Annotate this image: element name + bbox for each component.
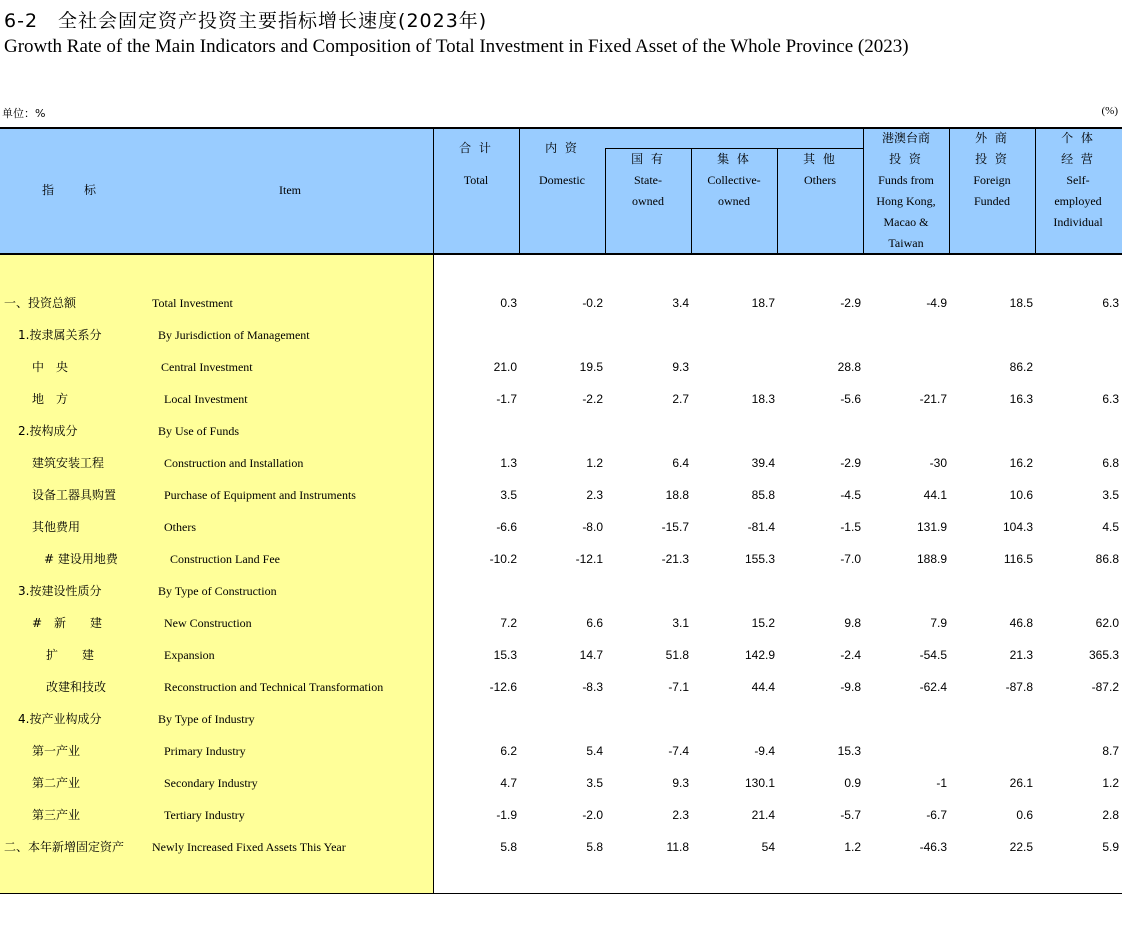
header-state-en-1: State-	[634, 173, 662, 187]
value-cell: 9.3	[672, 776, 689, 790]
value-cell: 2.7	[672, 392, 689, 406]
row-label-en: By Use of Funds	[158, 424, 240, 438]
value-cell: 15.3	[837, 744, 861, 758]
value-cell: 6.3	[1102, 296, 1119, 310]
table-row	[0, 551, 1122, 583]
row-label-en: Construction Land Fee	[170, 552, 280, 566]
value-cell: 3.5	[586, 776, 603, 790]
header-foreign-cn-1: 外 商	[975, 131, 1009, 145]
value-cell: 1.2	[844, 840, 861, 854]
header-state-cn: 国 有	[631, 152, 665, 166]
page-title-en: Growth Rate of the Main Indicators and Composition of Total Investment in Fixed Asset of the Whole Province (2023)	[4, 36, 909, 57]
value-cell: 21.0	[493, 360, 517, 374]
header-bottom-rule	[0, 253, 1122, 255]
row-label-cn: 地 方	[32, 392, 69, 406]
row-label-cn: 4.按产业构成分	[18, 712, 102, 726]
value-cell: 8.7	[1102, 744, 1119, 758]
row-label-en: Primary Industry	[164, 744, 246, 758]
value-cell: -7.0	[840, 552, 861, 566]
table-bottom-rule	[0, 893, 1122, 894]
row-label-en: Tertiary Industry	[164, 808, 245, 822]
value-cell: 5.8	[500, 840, 517, 854]
row-label-cn: 第二产业	[32, 776, 81, 790]
header-indiv-en-2: employed	[1054, 194, 1102, 208]
row-label-en: By Type of Construction	[158, 584, 277, 598]
value-cell: -21.7	[919, 392, 947, 406]
table-row	[0, 391, 1122, 423]
page-title-cn: 6-2 全社会固定资产投资主要指标增长速度(2023年)	[4, 10, 488, 32]
header-hmt-cn-2: 投 资	[889, 152, 923, 166]
value-cell: 1.3	[500, 456, 517, 470]
value-cell: 2.8	[1102, 808, 1119, 822]
value-cell: 85.8	[751, 488, 775, 502]
row-label-en: Central Investment	[161, 360, 253, 374]
row-label-cn: 改建和技改	[46, 680, 107, 694]
row-label-cn: 1.按隶属关系分	[18, 328, 102, 342]
value-cell: 18.5	[1009, 296, 1033, 310]
row-label-en: Others	[164, 520, 196, 534]
table-row	[0, 455, 1122, 487]
value-cell: -6.7	[926, 808, 947, 822]
header-indiv-cn-1: 个 体	[1061, 131, 1095, 145]
value-cell: 0.6	[1016, 808, 1033, 822]
value-cell: 365.3	[1088, 648, 1119, 662]
header-collective-en-1: Collective-	[707, 173, 761, 187]
header-others-cn: 其 他	[803, 152, 837, 166]
row-label-cn: 3.按建设性质分	[18, 584, 102, 598]
value-cell: 51.8	[665, 648, 689, 662]
table-row	[0, 327, 1122, 359]
value-cell: -2.2	[582, 392, 603, 406]
row-label-cn: 建筑安装工程	[32, 456, 105, 470]
value-cell: 188.9	[916, 552, 947, 566]
table-row	[0, 583, 1122, 615]
value-cell: -0.2	[582, 296, 603, 310]
row-label-cn: # 新 建	[32, 616, 103, 630]
value-cell: 3.4	[672, 296, 689, 310]
value-cell: 2.3	[672, 808, 689, 822]
value-cell: 6.6	[586, 616, 603, 630]
value-cell: 16.3	[1009, 392, 1033, 406]
value-cell: 18.8	[665, 488, 689, 502]
value-cell: 16.2	[1009, 456, 1033, 470]
value-cell: 21.3	[1009, 648, 1033, 662]
value-cell: 7.2	[500, 616, 517, 630]
value-cell: 18.3	[751, 392, 775, 406]
row-label-cn: # 建设用地费	[44, 552, 118, 566]
value-cell: 4.5	[1102, 520, 1119, 534]
header-hmt-en-3: Macao &	[883, 215, 929, 229]
value-cell: -4.5	[840, 488, 861, 502]
table-row	[0, 359, 1122, 391]
value-cell: 6.2	[500, 744, 517, 758]
header-foreign-cn-2: 投 资	[975, 152, 1009, 166]
table-row	[0, 839, 1122, 871]
value-cell: 131.9	[916, 520, 947, 534]
value-cell: -87.2	[1091, 680, 1119, 694]
header-indiv-cn-2: 经 营	[1061, 152, 1095, 166]
value-cell: -7.1	[668, 680, 689, 694]
row-label-cn: 扩 建	[46, 648, 95, 662]
value-cell: -12.1	[575, 552, 603, 566]
value-cell: -4.9	[926, 296, 947, 310]
header-indiv-en-1: Self-	[1066, 173, 1090, 187]
row-label-en: Expansion	[164, 648, 215, 662]
value-cell: 9.3	[672, 360, 689, 374]
value-cell: 44.1	[923, 488, 947, 502]
table-row	[0, 679, 1122, 711]
table-row	[0, 423, 1122, 455]
header-total-cn: 合 计	[459, 141, 493, 155]
value-cell: 10.6	[1009, 488, 1033, 502]
row-label-cn: 二、本年新增固定资产	[4, 840, 125, 854]
unit-label: 单位：%	[2, 107, 46, 120]
value-cell: 19.5	[579, 360, 603, 374]
value-cell: 11.8	[666, 840, 689, 854]
header-indiv-en-3: Individual	[1053, 215, 1103, 229]
value-cell: -1.5	[840, 520, 861, 534]
value-cell: -5.6	[840, 392, 861, 406]
header-item-en: Item	[279, 183, 301, 197]
row-label-en: New Construction	[164, 616, 252, 630]
value-cell: 3.5	[500, 488, 517, 502]
table-row	[0, 487, 1122, 519]
header-domestic-en: Domestic	[539, 173, 585, 187]
header-hmt-en-2: Hong Kong,	[876, 194, 936, 208]
value-cell: -5.7	[840, 808, 861, 822]
value-cell: 0.3	[500, 296, 517, 310]
value-cell: 3.1	[672, 616, 689, 630]
value-cell: 0.9	[844, 776, 861, 790]
value-cell: 6.3	[1102, 392, 1119, 406]
value-cell: -6.6	[496, 520, 517, 534]
value-cell: -15.7	[661, 520, 689, 534]
value-cell: -46.3	[919, 840, 947, 854]
value-cell: 4.7	[500, 776, 517, 790]
value-cell: 2.3	[586, 488, 603, 502]
value-cell: -81.4	[747, 520, 775, 534]
value-cell: -2.9	[840, 296, 861, 310]
header-hmt-cn-1: 港澳台商	[881, 131, 930, 145]
value-cell: -2.0	[582, 808, 603, 822]
header-domestic-cn: 内 资	[545, 141, 579, 155]
value-cell: 7.9	[930, 616, 947, 630]
value-cell: -10.2	[489, 552, 517, 566]
table-row	[0, 615, 1122, 647]
value-cell: 5.9	[1102, 840, 1119, 854]
row-label-en: By Type of Industry	[158, 712, 255, 726]
value-cell: 6.8	[1102, 456, 1119, 470]
value-cell: 86.8	[1095, 552, 1119, 566]
row-label-en: Local Investment	[164, 392, 248, 406]
value-cell: 116.5	[1003, 552, 1033, 566]
header-state-en-2: owned	[632, 194, 664, 208]
header-collective-en-2: owned	[718, 194, 750, 208]
value-cell: 6.4	[672, 456, 689, 470]
value-cell: 39.4	[751, 456, 775, 470]
table-row	[0, 775, 1122, 807]
value-cell: 1.2	[1102, 776, 1119, 790]
value-cell: -1.9	[496, 808, 517, 822]
row-label-en: Newly Increased Fixed Assets This Year	[152, 840, 346, 854]
value-cell: 155.3	[744, 552, 775, 566]
row-label-cn: 其他费用	[32, 520, 81, 534]
value-cell: 5.8	[586, 840, 603, 854]
value-cell: 15.2	[751, 616, 775, 630]
value-cell: -2.9	[840, 456, 861, 470]
header-indicator-cn: 指 标	[41, 183, 98, 197]
row-label-cn: 第三产业	[32, 808, 81, 822]
row-label-en: Total Investment	[152, 296, 233, 310]
value-cell: -9.8	[840, 680, 861, 694]
data-table	[0, 127, 1122, 894]
value-cell: 104.3	[1002, 520, 1033, 534]
table-row	[0, 743, 1122, 775]
row-label-cn: 2.按构成分	[18, 424, 78, 438]
row-label-en: Secondary Industry	[164, 776, 258, 790]
row-label-cn: 第一产业	[32, 744, 81, 758]
row-label-en: Construction and Installation	[164, 456, 304, 470]
value-cell: -87.8	[1005, 680, 1033, 694]
value-cell: 21.4	[751, 808, 775, 822]
value-cell: -7.4	[668, 744, 689, 758]
unit-label-right: (%)	[1101, 105, 1118, 117]
header-total-en: Total	[463, 173, 489, 187]
value-cell: 22.5	[1009, 840, 1033, 854]
value-cell: -54.5	[919, 648, 947, 662]
value-cell: -30	[929, 456, 947, 470]
header-foreign-en-2: Funded	[974, 194, 1010, 208]
row-label-en: Reconstruction and Technical Transformation	[164, 680, 384, 694]
value-cell: 44.4	[751, 680, 775, 694]
value-cell: -2.4	[840, 648, 861, 662]
value-cell: -8.3	[582, 680, 603, 694]
table-row	[0, 807, 1122, 839]
value-cell: 28.8	[837, 360, 861, 374]
value-cell: 142.9	[744, 648, 775, 662]
table-row	[0, 647, 1122, 679]
value-cell: -9.4	[754, 744, 775, 758]
table-row	[0, 519, 1122, 551]
row-label-cn: 一、投资总额	[4, 296, 77, 310]
table-row	[0, 295, 1122, 327]
row-label-cn: 设备工器具购置	[32, 488, 117, 502]
value-cell: -12.6	[489, 680, 517, 694]
header-foreign-en-1: Foreign	[973, 173, 1011, 187]
row-label-cn: 中 央	[32, 360, 69, 374]
value-cell: -62.4	[919, 680, 947, 694]
value-cell: 86.2	[1009, 360, 1033, 374]
table-row	[0, 711, 1122, 743]
value-cell: -1	[936, 776, 947, 790]
value-cell: 26.1	[1009, 776, 1033, 790]
row-label-en: By Jurisdiction of Management	[158, 328, 310, 342]
value-cell: -1.7	[496, 392, 517, 406]
value-cell: 3.5	[1102, 488, 1119, 502]
value-cell: 130.1	[744, 776, 775, 790]
header-others-en: Others	[804, 173, 836, 187]
header-hmt-en-1: Funds from	[878, 173, 934, 187]
value-cell: 15.3	[493, 648, 517, 662]
value-cell: 1.2	[586, 456, 603, 470]
value-cell: 14.7	[579, 648, 603, 662]
value-cell: 18.7	[751, 296, 775, 310]
value-cell: 62.0	[1095, 616, 1119, 630]
value-cell: 54	[761, 840, 775, 854]
value-cell: -8.0	[582, 520, 603, 534]
value-cell: 46.8	[1009, 616, 1033, 630]
value-cell: 5.4	[586, 744, 603, 758]
header-collective-cn: 集 体	[717, 152, 751, 166]
header-hmt-en-4: Taiwan	[888, 236, 924, 250]
value-cell: 9.8	[844, 616, 861, 630]
row-label-en: Purchase of Equipment and Instruments	[164, 488, 356, 502]
value-cell: -21.3	[661, 552, 689, 566]
